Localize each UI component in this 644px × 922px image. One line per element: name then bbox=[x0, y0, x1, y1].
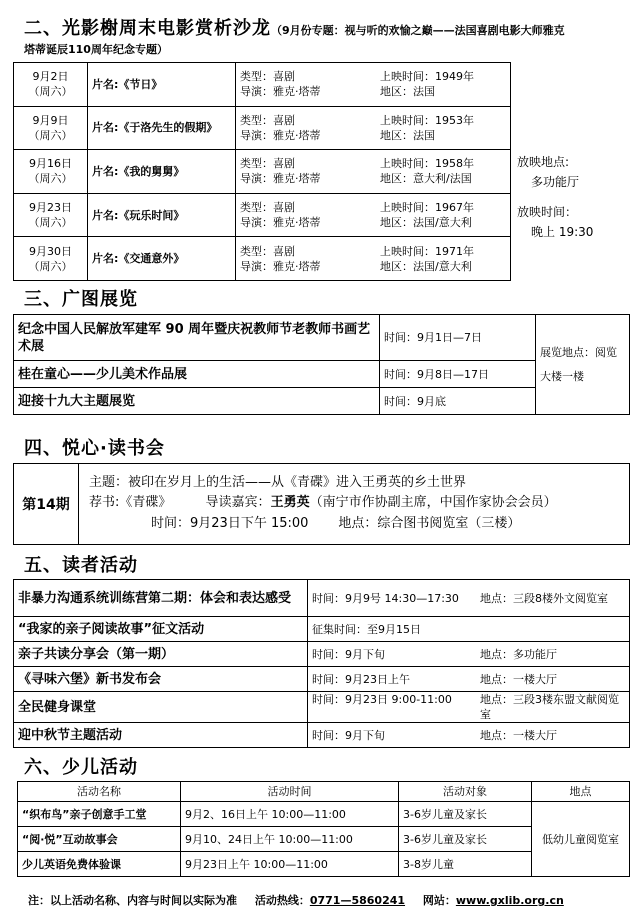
children-activity-target: 3-6岁儿童及家长 bbox=[399, 827, 532, 852]
children-activity-target: 3-6岁儿童及家长 bbox=[399, 802, 532, 827]
film-genre: 类型：喜剧 bbox=[240, 113, 295, 127]
reader-activity-row bbox=[14, 692, 630, 723]
children-activity-name: “阅·悦”互动故事会 bbox=[18, 827, 181, 852]
film-date-text: 9月16日 bbox=[29, 157, 72, 171]
film-date bbox=[14, 193, 88, 237]
reader-activity-detail-line bbox=[312, 591, 625, 606]
film-date bbox=[14, 237, 88, 281]
film-info-line-1 bbox=[240, 200, 506, 215]
film-region: 地区：法国/意大利 bbox=[380, 216, 472, 230]
children-activity-place: 低幼儿童阅览室 bbox=[532, 802, 630, 877]
film-info-line-1 bbox=[240, 113, 506, 128]
footer-note: 注：以上活动名称、内容与时间以实际为准 bbox=[28, 894, 237, 907]
children-activity-time: 9月10、24日上午 10:00—11:00 bbox=[181, 827, 399, 852]
section-2-subtitle-b: 塔蒂诞辰110周年纪念专题） bbox=[24, 43, 168, 56]
reader-activity-name: 《寻味六堡》新书发布会 bbox=[14, 667, 308, 692]
film-region: 地区：法国 bbox=[380, 85, 435, 99]
film-row bbox=[14, 150, 511, 194]
film-day-text: （周六） bbox=[28, 172, 73, 186]
reader-activity-detail-line bbox=[312, 692, 625, 722]
film-genre: 类型：喜剧 bbox=[240, 70, 295, 84]
exhibition-row bbox=[14, 315, 630, 361]
footer-site: 网站：www.gxlib.org.cn bbox=[422, 894, 564, 907]
club-theme: 主题：被印在岁月上的生活——从《青碟》进入王勇英的乡土世界 bbox=[89, 475, 467, 490]
time-value: 晚上 19:30 bbox=[531, 225, 594, 239]
issue-number: 第14期 bbox=[14, 464, 79, 545]
column-header: 活动名称 bbox=[18, 782, 181, 802]
film-director: 导演：雅克·塔蒂 bbox=[240, 172, 321, 186]
section-2-subtitle-a: （9月份专题：视与听的欢愉之巅——法国喜剧电影大师雅克 bbox=[271, 24, 565, 37]
section-2-title: 二、光影榭周末电影赏析沙龙（9月份专题：视与听的欢愉之巅——法国喜剧电影大师雅克 bbox=[24, 18, 565, 39]
guest-note: （南宁市作协副主席，中国作家协会会员） bbox=[309, 495, 557, 510]
children-activity-time: 9月2、16日上午 10:00—11:00 bbox=[181, 802, 399, 827]
film-info bbox=[236, 63, 511, 107]
film-date-text: 9月9日 bbox=[32, 113, 69, 127]
reader-activity-detail bbox=[308, 692, 630, 723]
film-title: 片名:《交通意外》 bbox=[88, 237, 236, 281]
film-date bbox=[14, 106, 88, 150]
film-info bbox=[236, 106, 511, 150]
reader-activity-place: 地点：一楼大厅 bbox=[480, 672, 557, 686]
reader-activity-name: 全民健身课堂 bbox=[14, 692, 308, 723]
film-title: 片名:《于洛先生的假期》 bbox=[88, 106, 236, 150]
reader-activity-name: 非暴力沟通系统训练营第二期：体会和表达感受 bbox=[14, 580, 308, 617]
reader-activity-place bbox=[480, 622, 625, 637]
exhibition-table bbox=[13, 314, 630, 415]
section-6-title: 六、少儿活动 bbox=[24, 757, 138, 778]
exhibition-time: 时间：9月8日—17日 bbox=[380, 361, 536, 388]
exhibition-name: 迎接十九大主题展览 bbox=[14, 388, 380, 415]
film-row bbox=[14, 237, 511, 281]
film-genre: 类型：喜剧 bbox=[240, 244, 295, 258]
film-day-text: （周六） bbox=[28, 259, 73, 273]
film-release: 上映时间：1971年 bbox=[380, 244, 474, 258]
children-table-header bbox=[18, 782, 630, 802]
film-info-line-1 bbox=[240, 156, 506, 171]
film-release: 上映时间：1967年 bbox=[380, 201, 474, 215]
film-info-line-2 bbox=[240, 128, 506, 143]
film-info-line-2 bbox=[240, 259, 506, 274]
film-director: 导演：雅克·塔蒂 bbox=[240, 85, 321, 99]
venue-value: 多功能厅 bbox=[531, 175, 580, 189]
reading-club-table bbox=[13, 463, 630, 545]
film-date-text: 9月2日 bbox=[32, 70, 69, 84]
reader-activity-row bbox=[14, 617, 630, 642]
reader-activity-row bbox=[14, 580, 630, 617]
film-row bbox=[14, 193, 511, 237]
reader-activity-detail-line bbox=[312, 728, 625, 743]
column-header: 地点 bbox=[532, 782, 630, 802]
reading-club-detail bbox=[79, 464, 630, 545]
children-activity-time: 9月23日上午 10:00—11:00 bbox=[181, 852, 399, 877]
film-info-line-2 bbox=[240, 84, 506, 99]
club-time-place: 时间：9月23日下午 15:00 地点：综合图书阅览室（三楼） bbox=[151, 516, 521, 531]
reader-activity-detail bbox=[308, 667, 630, 692]
recommended-book: 《青碟》 bbox=[119, 495, 172, 510]
film-release: 上映时间：1953年 bbox=[380, 113, 474, 127]
film-release: 上映时间：1949年 bbox=[380, 70, 474, 84]
reader-activity-name: “我家的亲子阅读故事”征文活动 bbox=[14, 617, 308, 642]
film-date bbox=[14, 150, 88, 194]
film-info bbox=[236, 150, 511, 194]
film-day-text: （周六） bbox=[28, 85, 73, 99]
film-region: 地区：法国/意大利 bbox=[380, 259, 472, 273]
film-day-text: （周六） bbox=[28, 128, 73, 142]
children-activity-target: 3-8岁儿童 bbox=[399, 852, 532, 877]
reader-activity-row bbox=[14, 667, 630, 692]
reader-activity-row bbox=[14, 723, 630, 748]
film-director: 导演：雅克·塔蒂 bbox=[240, 216, 321, 230]
reader-activity-name: 迎中秋节主题活动 bbox=[14, 723, 308, 748]
reader-activity-time: 时间：9月下旬 bbox=[312, 728, 385, 742]
screening-info bbox=[517, 152, 593, 242]
film-title: 片名:《节日》 bbox=[88, 63, 236, 107]
venue-label: 放映地点: bbox=[517, 155, 570, 169]
guest-name: 王勇英 bbox=[270, 495, 310, 510]
reader-activity-detail-line bbox=[312, 647, 625, 662]
film-day-text: （周六） bbox=[28, 216, 73, 230]
film-genre: 类型：喜剧 bbox=[240, 157, 295, 171]
reader-activity-place: 地点：三段8楼外文阅览室 bbox=[480, 591, 608, 605]
children-activity-name: 少儿英语免费体验课 bbox=[18, 852, 181, 877]
column-header: 活动时间 bbox=[181, 782, 399, 802]
children-activity-table bbox=[17, 781, 630, 877]
film-table bbox=[13, 62, 511, 281]
time-label: 放映时间： bbox=[517, 205, 578, 219]
reader-activity-time: 时间：9月下旬 bbox=[312, 647, 385, 661]
reader-activity-detail bbox=[308, 642, 630, 667]
film-info bbox=[236, 237, 511, 281]
exhibition-venue: 展览地点：阅览大楼一楼 bbox=[536, 315, 630, 415]
film-info-line-1 bbox=[240, 244, 506, 259]
reader-activity-detail bbox=[308, 580, 630, 617]
film-director: 导演：雅克·塔蒂 bbox=[240, 259, 321, 273]
reader-activity-detail-line bbox=[312, 672, 625, 687]
reader-activity-time: 时间：9月23日 9:00-11:00 bbox=[312, 693, 452, 706]
film-info-line-2 bbox=[240, 171, 506, 186]
reader-activity-place: 地点：多功能厅 bbox=[480, 647, 557, 661]
film-title: 片名:《玩乐时间》 bbox=[88, 193, 236, 237]
film-title: 片名:《我的舅舅》 bbox=[88, 150, 236, 194]
film-genre: 类型：喜剧 bbox=[240, 201, 295, 215]
footer bbox=[28, 892, 578, 908]
reader-activity-detail-line bbox=[312, 622, 625, 637]
film-info bbox=[236, 193, 511, 237]
film-date bbox=[14, 63, 88, 107]
film-release: 上映时间：1958年 bbox=[380, 157, 474, 171]
film-info-line-2 bbox=[240, 215, 506, 230]
section-5-title: 五、读者活动 bbox=[24, 555, 138, 576]
section-3-title: 三、广图展览 bbox=[24, 289, 138, 310]
film-director: 导演：雅克·塔蒂 bbox=[240, 128, 321, 142]
exhibition-time: 时间：9月1日—7日 bbox=[380, 315, 536, 361]
film-info-line-1 bbox=[240, 69, 506, 84]
film-date-text: 9月30日 bbox=[29, 244, 72, 258]
footer-hotline: 活动热线：0771—5860241 bbox=[254, 894, 406, 907]
section-4-title: 四、悦心·读书会 bbox=[24, 438, 165, 459]
reader-activity-time: 时间：9月9号 14:30—17:30 bbox=[312, 591, 459, 605]
reader-activity-name: 亲子共读分享会（第一期） bbox=[14, 642, 308, 667]
reader-activity-place: 地点：三段3楼东盟文献阅览室 bbox=[480, 693, 619, 721]
children-activity-row bbox=[18, 802, 630, 827]
exhibition-time: 时间：9月底 bbox=[380, 388, 536, 415]
film-row bbox=[14, 63, 511, 107]
exhibition-name: 桂在童心——少儿美术作品展 bbox=[14, 361, 380, 388]
reader-activity-detail bbox=[308, 723, 630, 748]
column-header: 活动对象 bbox=[399, 782, 532, 802]
film-date-text: 9月23日 bbox=[29, 201, 72, 215]
children-activity-name: “织布鸟”亲子创意手工堂 bbox=[18, 802, 181, 827]
exhibition-name: 纪念中国人民解放军建军 90 周年暨庆祝教师节老教师书画艺术展 bbox=[14, 315, 380, 361]
reader-activity-time: 征集时间：至9月15日 bbox=[312, 622, 421, 636]
reader-activity-row bbox=[14, 642, 630, 667]
film-region: 地区：意大利/法国 bbox=[380, 172, 472, 186]
reader-activity-time: 时间：9月23日上午 bbox=[312, 672, 410, 686]
film-row bbox=[14, 106, 511, 150]
reader-activity-detail bbox=[308, 617, 630, 642]
film-region: 地区：法国 bbox=[380, 128, 435, 142]
reader-activity-table bbox=[13, 579, 630, 748]
reader-activity-place: 地点：一楼大厅 bbox=[480, 728, 557, 742]
club-book-line: 荐书:《青碟》 导读嘉宾：王勇英（南宁市作协副主席，中国作家协会会员） bbox=[89, 495, 557, 510]
